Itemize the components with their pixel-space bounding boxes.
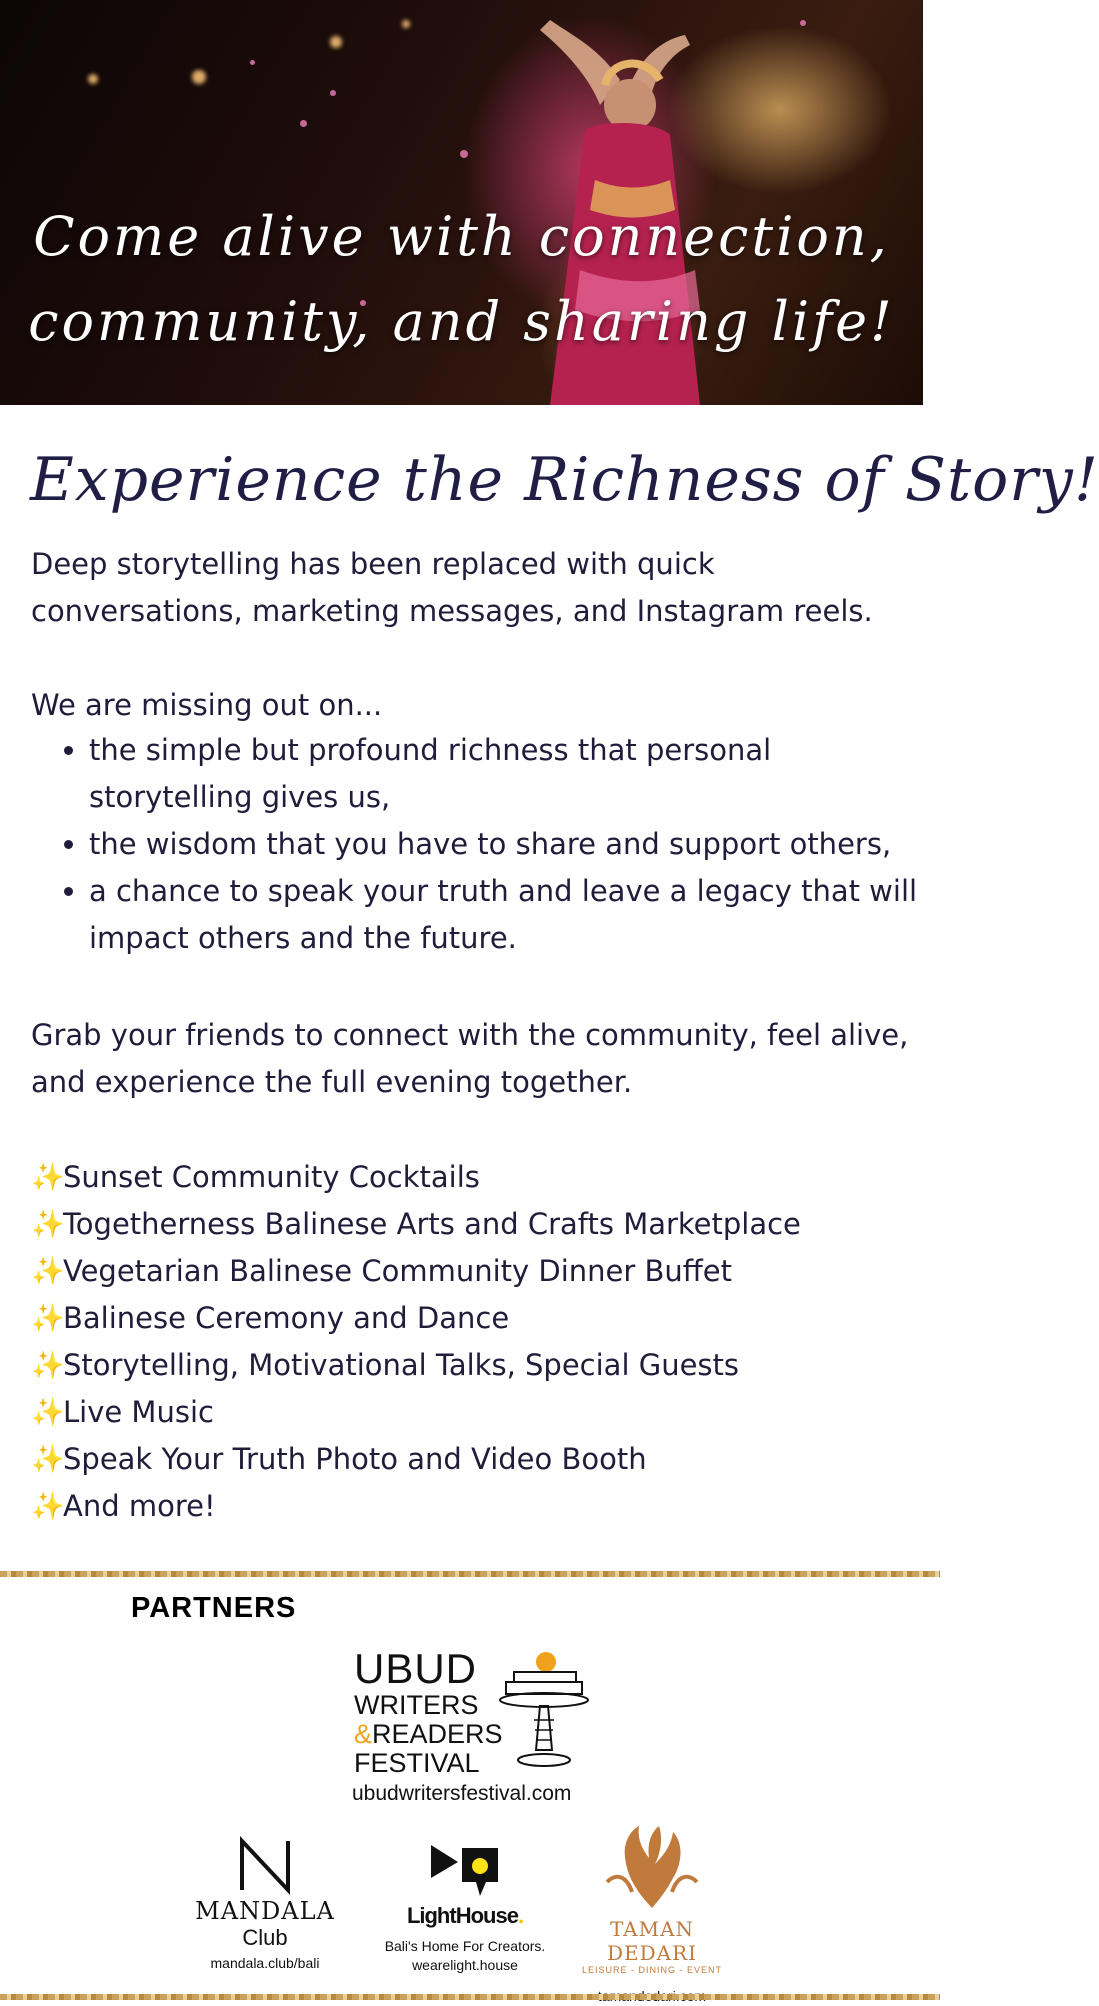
sparkles-icon: ✨ [31, 1397, 65, 1428]
sparkles-icon: ✨ [31, 1444, 65, 1475]
list-item: • the wisdom that you have to share and support others, [89, 821, 979, 868]
grab-line1: Grab your friends to connect with the community, feel alive, [31, 1018, 909, 1052]
sparkles-icon: ✨ [31, 1350, 65, 1381]
uwrf-line4: FESTIVAL [354, 1748, 480, 1778]
feature-label: Vegetarian Balinese Community Dinner Buffet [63, 1254, 732, 1288]
sparkles-icon: ✨ [31, 1162, 65, 1193]
missing-intro: We are missing out on... [31, 688, 383, 722]
lantern-light [402, 20, 410, 28]
petal [300, 120, 307, 127]
intro-line1: Deep storytelling has been replaced with quick [31, 547, 715, 581]
feature-item [31, 1248, 801, 1295]
grab-line2: and experience the full evening together. [31, 1065, 633, 1099]
uwrf-line1: UBUD [354, 1645, 478, 1692]
taman-sub: LEISURE - DINING - EVENT [581, 1965, 722, 1975]
taman-dedari-logo[interactable] [574, 1822, 730, 2006]
gold-divider-top [0, 1571, 940, 1577]
grab-paragraph [31, 1012, 911, 1106]
intro-line2: conversations, marketing messages, and Instagram reels. [31, 594, 873, 628]
feature-label: Togetherness Balinese Arts and Crafts Marketplace [63, 1207, 801, 1241]
sparkles-icon: ✨ [31, 1256, 65, 1287]
missing-list [31, 727, 979, 962]
lighthouse-logo[interactable] [370, 1842, 560, 1975]
petal [460, 150, 468, 158]
feature-label: Balinese Ceremony and Dance [63, 1301, 510, 1335]
uwrf-wordmark [354, 1645, 503, 1778]
mandala-club-logo[interactable] [190, 1838, 340, 1973]
taman-name: TAMAN DEDARI [606, 1917, 698, 1965]
mandala-club: Club [242, 1925, 288, 1950]
feature-item [31, 1389, 801, 1436]
page-heading: Experience the Richness of Story! [30, 445, 1099, 515]
lantern-light [192, 70, 206, 84]
taman-dedari-emblem-icon [597, 1822, 707, 1912]
feature-item [31, 1154, 801, 1201]
list-item: • the simple but profound richness that personal storytelling gives us, [89, 727, 829, 821]
lighthouse-name: LightHouse. [406, 1903, 524, 1928]
feature-label: Storytelling, Motivational Talks, Special Guests [63, 1348, 740, 1382]
uwrf-url[interactable]: ubudwritersfestival.com [352, 1782, 572, 1805]
lighthouse-url[interactable]: wearelight.house [412, 1957, 518, 1973]
feature-label: And more! [63, 1489, 216, 1523]
sparkles-icon: ✨ [31, 1303, 65, 1334]
lantern-light [88, 74, 98, 84]
uwrf-logo[interactable] [354, 1645, 594, 1778]
intro-paragraph [31, 541, 911, 635]
mandala-m-icon [239, 1838, 291, 1892]
petal [330, 90, 336, 96]
hero-tagline-line1: Come alive with connection, [33, 205, 890, 268]
partners-title: PARTNERS [131, 1592, 297, 1624]
feature-label: Speak Your Truth Photo and Video Booth [63, 1442, 647, 1476]
sparkles-icon: ✨ [31, 1209, 65, 1240]
sparkles-icon: ✨ [31, 1491, 65, 1522]
lighthouse-icon [426, 1842, 504, 1898]
list-item: • a chance to speak your truth and leave a legacy that will impact others and the future. [89, 868, 929, 962]
feature-label: Live Music [63, 1395, 214, 1429]
lighthouse-tagline: Bali's Home For Creators. [384, 1938, 546, 1954]
feature-list [31, 1154, 801, 1530]
feature-item [31, 1342, 801, 1389]
mandala-url[interactable]: mandala.club/bali [210, 1955, 320, 1971]
hero-tagline-line2: community, and sharing life! [28, 290, 895, 353]
petal [800, 20, 806, 26]
uwrf-line2: WRITERS [354, 1690, 479, 1720]
feature-item [31, 1201, 801, 1248]
uwrf-line3: READERS [372, 1719, 503, 1749]
hero-banner [0, 0, 923, 405]
lantern-light [330, 36, 342, 48]
gold-divider-bottom [0, 1994, 940, 2000]
petal [250, 60, 255, 65]
feature-item [31, 1295, 801, 1342]
mandala-name: MANDALA [195, 1897, 335, 1925]
feature-item [31, 1436, 801, 1483]
uwrf-table-icon [496, 1650, 592, 1775]
feature-label: Sunset Community Cocktails [63, 1160, 480, 1194]
feature-item [31, 1483, 801, 1530]
uwrf-amp: & [354, 1719, 373, 1749]
